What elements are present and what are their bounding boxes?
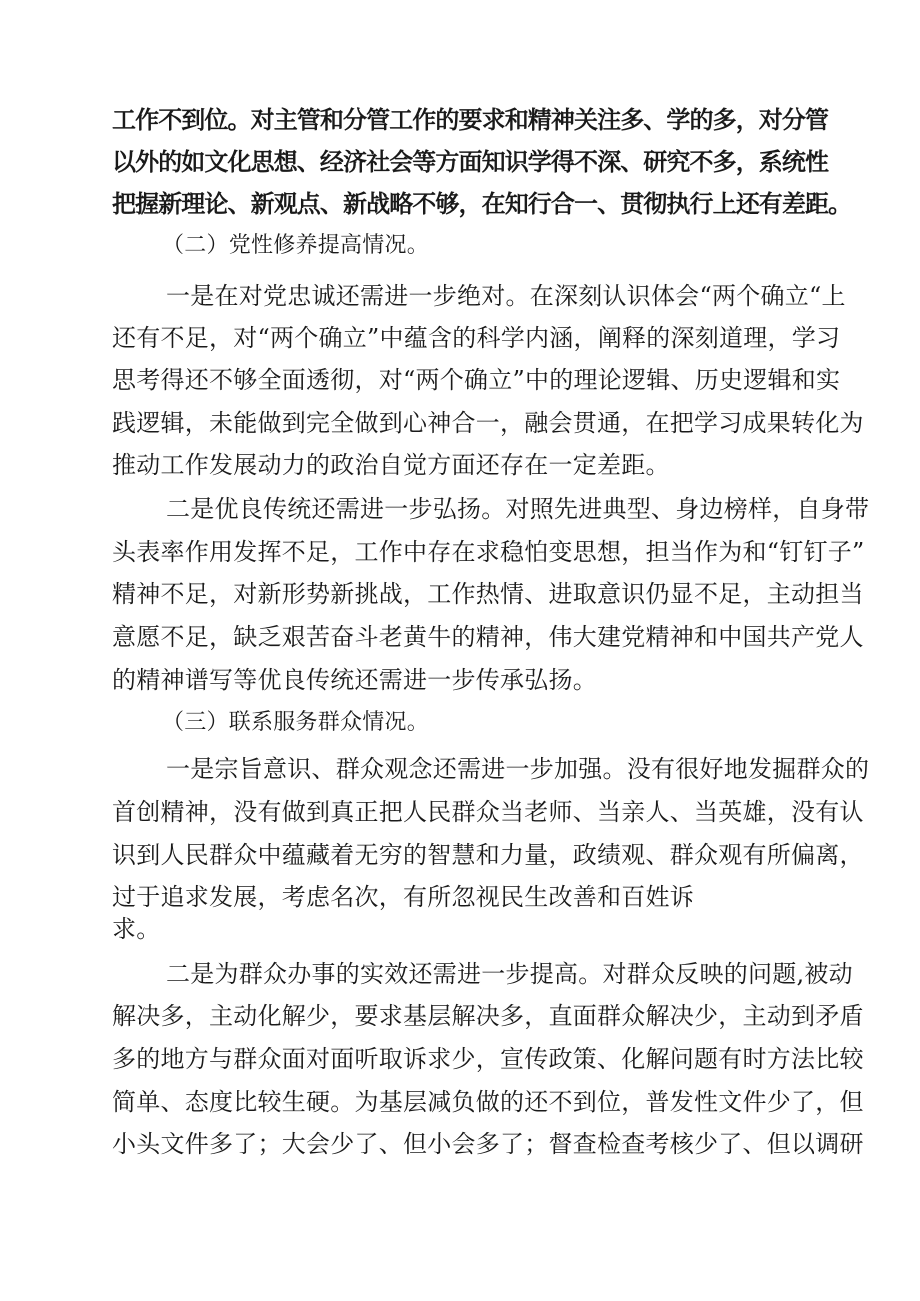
paragraph-line: 过于追求发展，考虑名次，有所忽视民生改善和百姓诉: [112, 883, 694, 911]
paragraph-line: 思考得还不够全面透彻，对“两个确立”中的理论逻辑、历史逻辑和实: [112, 366, 841, 394]
paragraph-line: 二是为群众办事的实效还需进一步提高。对群众反映的问题,被动: [166, 960, 853, 988]
paragraph-line: 二是优良传统还需进一步弘扬。对照先进典型、身边榜样，自身带: [166, 495, 870, 523]
paragraph-line: 还有不足，对“两个确立”中蕴含的科学内涵，阐释的深刻道理，学习: [112, 324, 841, 352]
paragraph-line: 一是在对党忠诚还需进一步绝对。在深刻认识体会“两个确立“上: [166, 282, 846, 310]
paragraph-line: 头表率作用发挥不足，工作中存在求稳怕变思想，担当作为和“钉钉子”: [112, 538, 865, 566]
paragraph-line: 工作不到位。对主管和分管工作的要求和精神关注多、学的多，对分管: [112, 106, 829, 134]
paragraph-line: 一是宗旨意识、群众观念还需进一步加强。没有很好地发掘群众的: [166, 755, 870, 783]
paragraph-line: 推动工作发展动力的政治自觉方面还存在一定差距。: [112, 451, 670, 479]
paragraph-line: 精神不足，对新形势新挑战，工作热情、进取意识仍显不足，主动担当: [112, 580, 864, 608]
paragraph-line: 的精神谱写等优良传统还需进一步传承弘扬。: [112, 666, 597, 694]
paragraph-line: 多的地方与群众面对面听取诉求少，宣传政策、化解问题有时方法比较: [112, 1045, 864, 1073]
paragraph-line: 小头文件多了；大会少了、但小会多了；督查检查考核少了、但以调研: [112, 1130, 864, 1158]
paragraph-line: 把握新理论、新观点、新战略不够，在知行合一、贯彻执行上还有差距。: [112, 190, 852, 218]
paragraph-line: 践逻辑，未能做到完全做到心神合一，融会贯通，在把学习成果转化为: [112, 409, 864, 437]
paragraph-line: 首创精神，没有做到真正把人民群众当老师、当亲人、当英雄，没有认: [112, 798, 864, 826]
paragraph-line: 意愿不足，缺乏艰苦奋斗老黄牛的精神，伟大建党精神和中国共产党人: [112, 623, 864, 651]
section-heading: （二）党性修养提高情况。: [162, 233, 430, 258]
paragraph-line: 解决多，主动化解少，要求基层解决多，直面群众解决少，主动到矛盾: [112, 1002, 864, 1030]
paragraph-line: 识到人民群众中蕴藏着无穷的智慧和力量，政绩观、群众观有所偏离，: [112, 841, 864, 869]
paragraph-line: 简单、态度比较生硬。为基层减负做的还不到位，普发性文件少了，但: [112, 1088, 864, 1116]
paragraph-line: 以外的如文化思想、经济社会等方面知识学得不深、研究不多，系统性: [112, 148, 829, 176]
section-heading: （三）联系服务群众情况。: [162, 710, 430, 735]
paragraph-line: 求。: [112, 915, 161, 943]
